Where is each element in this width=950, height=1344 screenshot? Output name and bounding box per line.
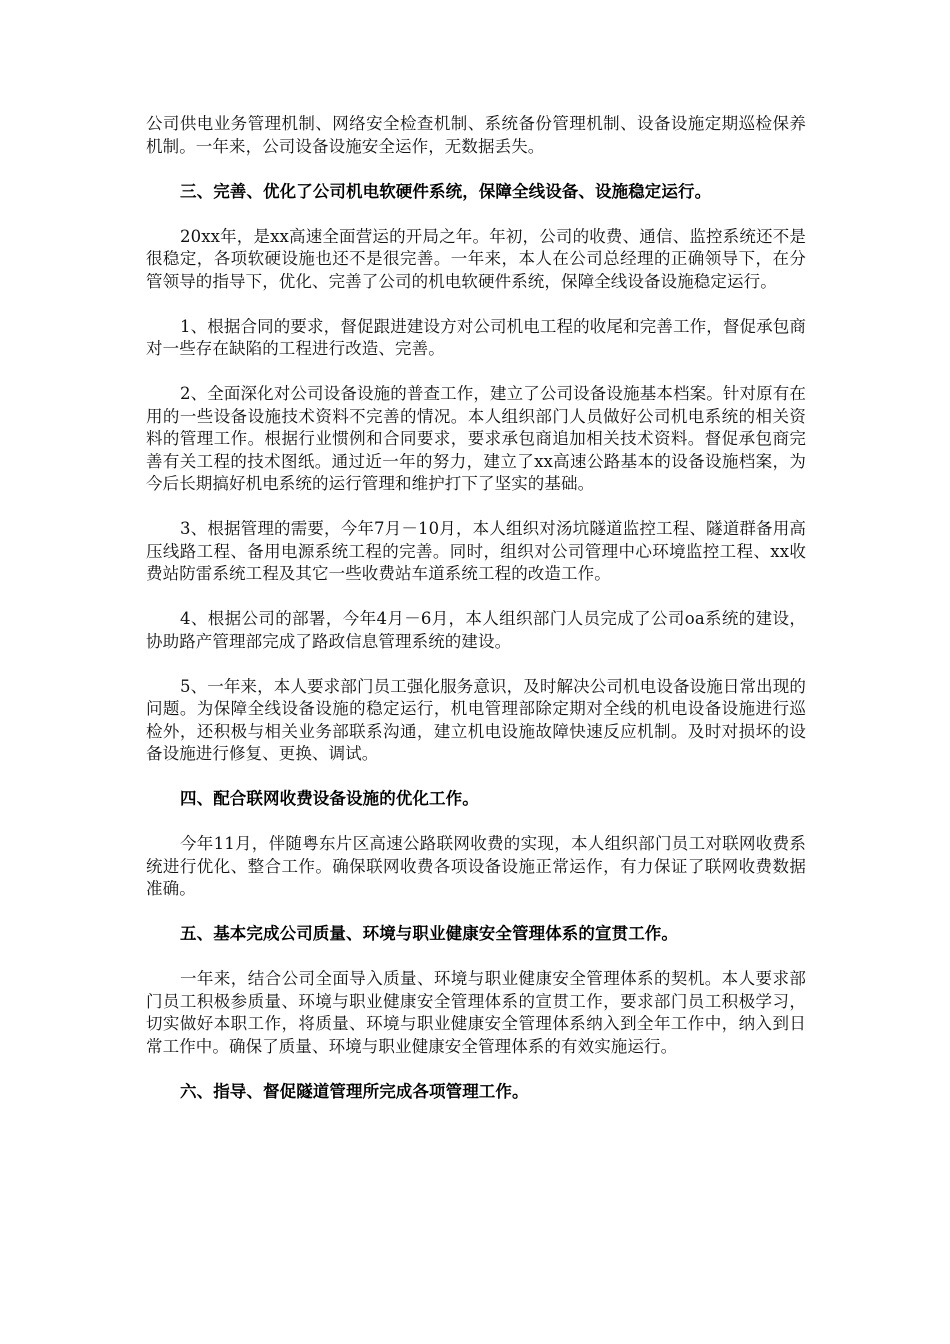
paragraph-section3-item1: 1、根据合同的要求，督促跟进建设方对公司机电工程的收尾和完善工作，督促承包商对一些存在缺陷的工程进行改造、完善。 [146,316,806,358]
document-body [146,113,806,1126]
paragraph-section3-intro: 20xx年，是xx高速全面营运的开局之年。年初，公司的收费、通信、监控系统还不是很稳定，各项软硬设施也还不是很完善。一年来，本人在公司总经理的正确领导下，在分管领导的指导下，优化、完善了公司的机电软硬件系统，保障全线设备设施稳定运行。 [146,226,806,291]
section-heading-4: 四、配合联网收费设备设施的优化工作。 [180,789,479,808]
paragraph-section5: 一年来，结合公司全面导入质量、环境与职业健康安全管理体系的契机。本人要求部门员工积极参质量、环境与职业健康安全管理体系的宣贯工作，要求部门员工积极学习，切实做好本职工作，将质量、环境与职业健康安全管理体系纳入到全年工作中，纳入到日常工作中。确保了质量、环境与职业健康安全管理体系的有效实施运行。 [146,969,806,1056]
section-heading-3: 三、完善、优化了公司机电软硬件系统，保障全线设备、设施稳定运行。 [180,181,712,201]
paragraph-intro: 公司供电业务管理机制、网络安全检查机制、系统备份管理机制、设备设施定期巡检保养机制。一年来，公司设备设施安全运作，无数据丢失。 [146,114,806,156]
paragraph-section3-item3: 3、根据管理的需要，今年7月－10月，本人组织对汤坑隧道监控工程、隧道群备用高压线路工程、备用电源系统工程的完善。同时，组织对公司管理中心环境监控工程、xx收费站防雷系统工程及其它一些收费站车道系统工程的改造工作。 [146,519,806,583]
paragraph-section3-item2: 2、全面深化对公司设备设施的普查工作，建立了公司设备设施基本档案。针对原有在用的一些设备设施技术资料不完善的情况。本人组织部门人员做好公司机电系统的相关资料的管理工作。根据行业惯例和合同要求，要求承包商追加相关技术资料。督促承包商完善有关工程的技术图纸。通过近一年的努力，建立了xx高速公路基本的设备设施档案，为今后长期搞好机电系统的运行管理和维护打下了坚实的基础。 [146,384,806,493]
paragraph-section4: 今年11月，伴随粤东片区高速公路联网收费的实现，本人组织部门员工对联网收费系统进行优化、整合工作。确保联网收费各项设备设施正常运作，有力保证了联网收费数据准确。 [146,834,806,898]
section-heading-6: 六、指导、督促隧道管理所完成各项管理工作。 [180,1081,529,1101]
paragraph-section3-item5: 5、一年来，本人要求部门员工强化服务意识，及时解决公司机电设备设施日常出现的问题。为保障全线设备设施的稳定运行，机电管理部除定期对全线的机电设备设施进行巡检外，还积极与相关业务部联系沟通，建立机电设施故障快速反应机制。及时对损坏的设备设施进行修复、更换、调试。 [146,676,806,763]
paragraph-section3-item4: 4、根据公司的部署，今年4月－6月，本人组织部门人员完成了公司oa系统的建设，协助路产管理部完成了路政信息管理系统的建设。 [146,609,806,651]
section-heading-5: 五、基本完成公司质量、环境与职业健康安全管理体系的宣贯工作。 [180,924,678,943]
